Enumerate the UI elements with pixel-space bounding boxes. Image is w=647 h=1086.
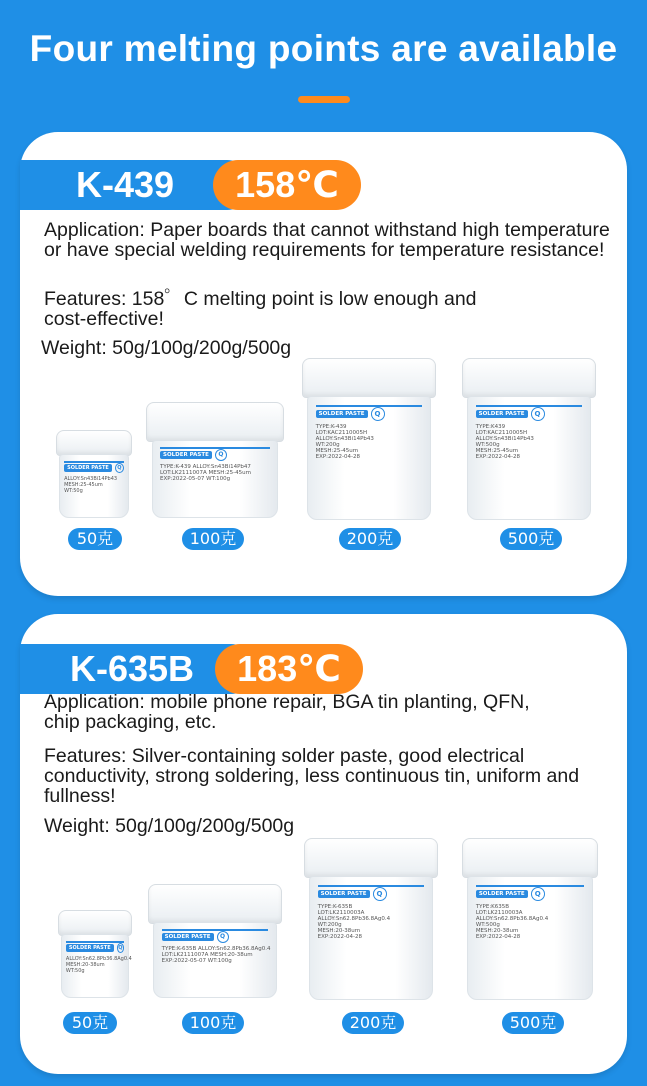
label-line: MESH:25-45um: [315, 448, 359, 454]
jar-body: [467, 396, 590, 520]
label-brand: SOLDER PASTE: [66, 944, 114, 952]
label-line: WT:200g: [315, 442, 340, 448]
jar-200g: [304, 838, 438, 1000]
jar-500g: [462, 358, 596, 520]
jar-label: [162, 929, 269, 964]
features-text: Features: 158゜C melting point is low enough and cost-effective!: [44, 288, 477, 330]
jar-label: [64, 461, 124, 494]
label-brand: SOLDER PASTE: [316, 410, 368, 418]
label-line: LOT:KAC2110005H: [315, 430, 368, 436]
weight-text: Weight: 50g/100g/200g/500g: [44, 815, 295, 837]
application-text: Application: mobile phone repair, BGA tin planting, QFN, chip packaging, etc.: [44, 691, 530, 733]
size-badge-200g: 200克: [339, 528, 401, 550]
size-badge-200g: 200克: [342, 1012, 404, 1034]
jar-50g: [58, 910, 132, 1000]
jar-lid: [148, 884, 282, 924]
label-line: ALLOY:Sn62.8Pb36.8Ag0.4: [475, 916, 549, 922]
features-text: Features: Silver-containing solder paste, good electrical conductivity, strong soldering, less continuous tin, uniform and fullness!: [44, 745, 580, 807]
size-badge-100g: 100克: [182, 1012, 244, 1034]
jar-label: [318, 885, 425, 940]
jar-label: [316, 405, 423, 460]
jar-label: [65, 941, 132, 974]
label-line: ALLOY:Sn62.8Pb36.8Ag0.4: [317, 916, 391, 922]
logo-icon: Q: [531, 887, 545, 901]
label-line: MESH:20-38um: [317, 928, 361, 934]
size-badge-50g: 50克: [63, 1012, 117, 1034]
label-line: LOT:LK2110003A: [475, 910, 523, 916]
jar-body: [59, 454, 129, 518]
label-line: MESH:20-38um: [65, 962, 105, 968]
jar-lid: [302, 358, 436, 398]
jar-200g: [302, 358, 436, 520]
model-name: K-635B: [20, 644, 256, 694]
label-line: EXP:2022-04-28: [475, 934, 521, 940]
jar-500g: [462, 838, 598, 1000]
jar-lid: [462, 358, 596, 398]
jar-body: [152, 440, 279, 518]
label-brand: SOLDER PASTE: [64, 464, 112, 472]
label-brand: SOLDER PASTE: [162, 933, 214, 941]
label-line: EXP:2022-04-28: [475, 454, 521, 460]
label-line: EXP:2022-05-07 WT:100g: [160, 476, 231, 482]
label-line: ALLOY:Sn62.8Pb36.8Ag0.4: [65, 956, 132, 962]
headline-underline: [298, 96, 350, 103]
weight-text: Weight: 50g/100g/200g/500g: [41, 337, 292, 359]
application-text: Application: Paper boards that cannot withstand high temperature or have special welding requirements for temperature resistance!: [44, 219, 610, 261]
logo-icon: Q: [531, 407, 545, 421]
jar-row: [20, 354, 627, 596]
label-line: MESH:20-38um: [475, 928, 519, 934]
jar-body: [153, 922, 276, 998]
jar-lid: [56, 430, 132, 456]
jar-label: [476, 885, 584, 940]
label-line: EXP:2022-04-28: [315, 454, 361, 460]
page-headline: Four melting points are available: [29, 28, 618, 69]
label-line: MESH:25-45um: [475, 448, 519, 454]
label-line: LOT:LK2110003A: [317, 910, 365, 916]
product-card-k635b: [20, 614, 627, 1074]
label-line: TYPE:K-635B ALLOY:Sn62.8Pb36.8Ag0.4: [161, 946, 271, 952]
label-line: WT:50g: [64, 488, 83, 494]
logo-icon: Q: [373, 887, 387, 901]
jar-body: [61, 934, 132, 998]
jar-body: [467, 876, 592, 1000]
label-brand: SOLDER PASTE: [318, 890, 370, 898]
label-line: WT:500g: [475, 442, 500, 448]
size-badge-500g: 500克: [502, 1012, 564, 1034]
melting-point-badge: 158℃: [213, 160, 361, 210]
jar-lid: [146, 402, 284, 442]
label-line: ALLOY:Sn43Bi14Pb43: [475, 436, 534, 442]
logo-icon: Q: [215, 449, 227, 461]
label-line: LOT:LK2111007A MESH:20-38um: [161, 952, 253, 958]
label-line: EXP:2022-05-07 WT:100g: [161, 958, 232, 964]
jar-body: [307, 396, 430, 520]
label-line: TYPE:K635B: [475, 904, 510, 910]
logo-icon: Q: [115, 463, 124, 473]
label-line: TYPE:K439: [475, 424, 506, 430]
jar-100g: [146, 402, 284, 520]
melting-point-badge: 183℃: [215, 644, 363, 694]
label-brand: SOLDER PASTE: [476, 890, 528, 898]
jar-lid: [58, 910, 132, 936]
jar-lid: [304, 838, 438, 878]
label-brand: SOLDER PASTE: [160, 451, 212, 459]
size-badge-100g: 100克: [182, 528, 244, 550]
label-line: ALLOY:Sn43Bi14Pb43: [64, 476, 118, 482]
label-line: ALLOY:Sn43Bi14Pb43: [315, 436, 374, 442]
product-card-k439: [20, 132, 627, 596]
label-line: MESH:25-45um: [64, 482, 103, 488]
label-line: TYPE:K-439 ALLOY:Sn43Bi14Pb47: [160, 464, 251, 470]
jar-50g: [56, 430, 132, 520]
logo-icon: Q: [371, 407, 385, 421]
jar-lid: [462, 838, 598, 878]
size-badge-50g: 50克: [68, 528, 122, 550]
logo-icon: Q: [118, 945, 123, 951]
jar-label: [476, 405, 583, 460]
label-line: LOT:LK2111007A MESH:25-45um: [160, 470, 252, 476]
label-line: EXP:2022-04-28: [317, 934, 363, 940]
logo-icon: Q: [217, 931, 229, 943]
jar-body: [309, 876, 432, 1000]
label-line: WT:50g: [65, 968, 85, 974]
model-name: K-439: [20, 160, 252, 210]
label-line: WT:200g: [317, 922, 342, 928]
jar-row: [20, 834, 627, 1074]
jar-100g: [148, 884, 282, 1000]
jar-label: [160, 447, 270, 482]
label-line: TYPE:K-439: [315, 424, 347, 430]
label-brand: SOLDER PASTE: [476, 410, 528, 418]
label-line: WT:500g: [475, 922, 500, 928]
label-line: LOT:KAC2110005H: [475, 430, 528, 436]
label-line: TYPE:K-635B: [317, 904, 353, 910]
size-badge-500g: 500克: [500, 528, 562, 550]
